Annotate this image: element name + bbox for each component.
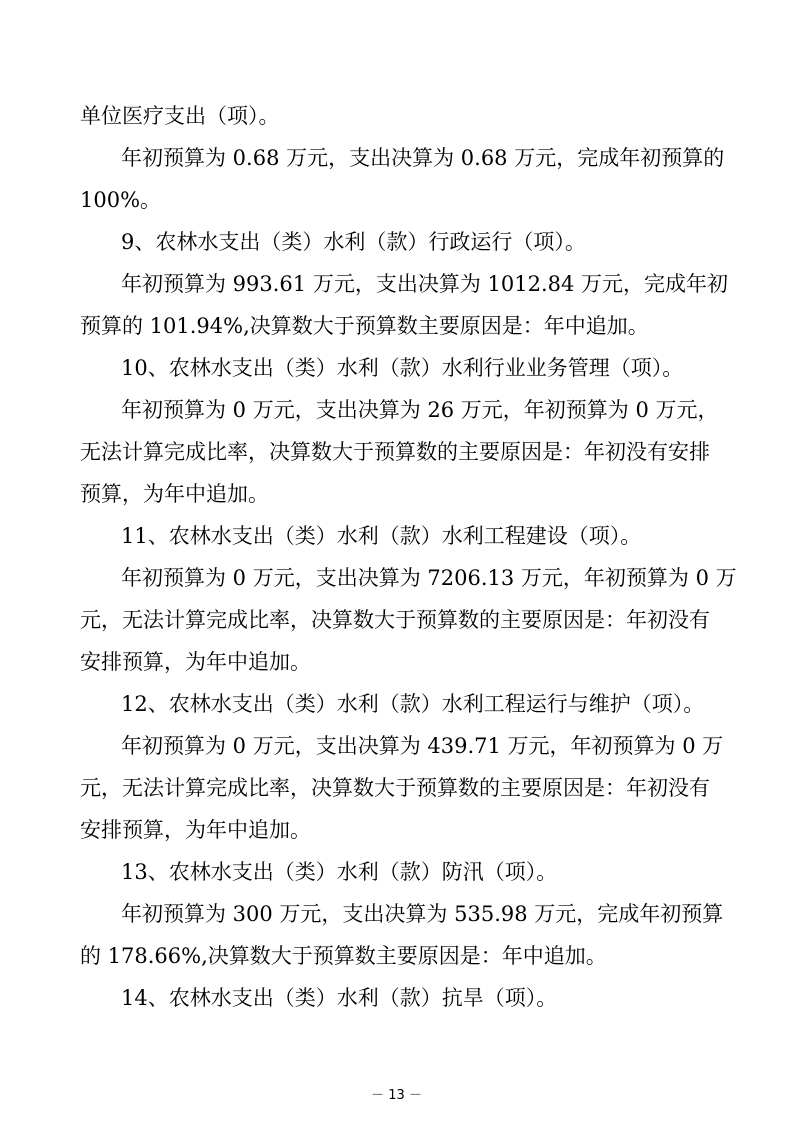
section-heading-13: 13、农林水支出（类）水利（款）防汛（项）。 bbox=[121, 860, 558, 884]
text-line: 元，无法计算完成比率，决算数大于预算数的主要原因是：年初没有 bbox=[80, 776, 710, 800]
text-line: 年初预算为 300 万元，支出决算为 535.98 万元，完成年初预算 bbox=[121, 902, 724, 926]
text-line: 年初预算为 0 万元，支出决算为 439.71 万元，年初预算为 0 万 bbox=[121, 734, 724, 758]
text-line: 预算，为年中追加。 bbox=[80, 482, 269, 506]
text-line: 安排预算，为年中追加。 bbox=[80, 818, 311, 842]
text-line: 年初预算为 993.61 万元，支出决算为 1012.84 万元，完成年初 bbox=[121, 272, 729, 296]
text-line: 无法计算完成比率，决算数大于预算数的主要原因是：年初没有安排 bbox=[80, 440, 710, 464]
text-line: 100%。 bbox=[80, 188, 162, 212]
text-line: 单位医疗支出（项）。 bbox=[80, 104, 280, 128]
section-heading-10: 10、农林水支出（类）水利（款）水利行业业务管理（项）。 bbox=[121, 356, 684, 380]
text-line: 年初预算为 0 万元，支出决算为 26 万元，年初预算为 0 万元， bbox=[121, 398, 719, 422]
text-line: 预算的 101.94%,决算数大于预算数主要原因是：年中追加。 bbox=[80, 314, 649, 338]
section-heading-11: 11、农林水支出（类）水利（款）水利工程建设（项）。 bbox=[121, 524, 642, 548]
text-line: 安排预算，为年中追加。 bbox=[80, 650, 311, 674]
text-line: 年初预算为 0 万元，支出决算为 7206.13 万元，年初预算为 0 万 bbox=[121, 566, 737, 590]
page-number: － 13 － bbox=[371, 1088, 422, 1103]
text-line: 的 178.66%,决算数大于预算数主要原因是：年中追加。 bbox=[80, 944, 607, 968]
section-heading-14: 14、农林水支出（类）水利（款）抗旱（项）。 bbox=[121, 986, 558, 1010]
text-line: 元，无法计算完成比率，决算数大于预算数的主要原因是：年初没有 bbox=[80, 608, 710, 632]
text-line: 年初预算为 0.68 万元，支出决算为 0.68 万元，完成年初预算的 bbox=[121, 146, 725, 170]
section-heading-9: 9、农林水支出（类）水利（款）行政运行（项）。 bbox=[121, 230, 586, 254]
section-heading-12: 12、农林水支出（类）水利（款）水利工程运行与维护（项）。 bbox=[121, 692, 705, 716]
